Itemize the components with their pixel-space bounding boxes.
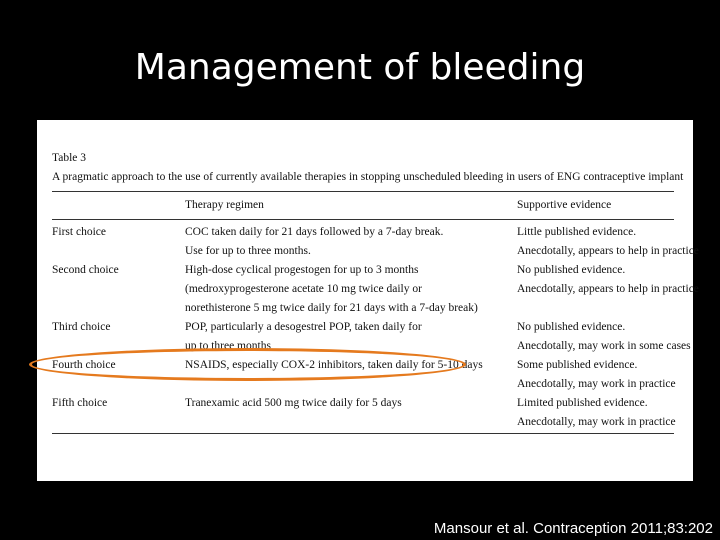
header-therapy-regimen: Therapy regimen xyxy=(185,199,264,211)
slide-title: Management of bleeding xyxy=(134,47,586,88)
table-cell-regimen: (medroxyprogesterone acetate 10 mg twice daily or xyxy=(185,283,422,295)
table-cell-evidence: Anecdotally, may work in practice xyxy=(517,378,676,390)
table-cell-evidence: Limited published evidence. xyxy=(517,397,648,409)
table-cell-evidence: Little published evidence. xyxy=(517,226,637,238)
table-cell-regimen: COC taken daily for 21 days followed by a 7-day break. xyxy=(185,226,444,238)
table-cell-evidence: No published evidence. xyxy=(517,321,626,333)
fourth-choice-highlight-ellipse xyxy=(29,348,466,381)
table-cell-choice: Third choice xyxy=(52,321,111,333)
table-cell-choice: Second choice xyxy=(52,264,119,276)
table-cell-evidence: Anecdotally, appears to help in practice xyxy=(517,283,699,295)
table-cell-evidence: Anecdotally, may work in some cases xyxy=(517,340,691,352)
table-cell-regimen: Tranexamic acid 500 mg twice daily for 5 days xyxy=(185,397,402,409)
table-cell-choice: Fourth choice xyxy=(52,359,116,371)
citation: Mansour et al. Contraception 2011;83:202 xyxy=(433,520,713,537)
header-supportive-evidence: Supportive evidence xyxy=(517,199,612,211)
table-cell-regimen: High-dose cyclical progestogen for up to 3 months xyxy=(185,264,419,276)
table-image xyxy=(37,120,699,481)
table-cell-regimen: NSAIDS, especially COX-2 inhibitors, taken daily for 5-10 days xyxy=(185,359,483,371)
table-cell-evidence: Some published evidence. xyxy=(517,359,638,371)
table-cell-regimen: Use for up to three months. xyxy=(185,245,311,257)
table-cell-regimen: norethisterone 5 mg twice daily for 21 days with a 7-day break) xyxy=(185,302,478,314)
table-caption: A pragmatic approach to the use of currently available therapies in stopping unscheduled bleeding in users of ENG contraceptive implant xyxy=(52,171,684,183)
table-cell-regimen: up to three months xyxy=(185,340,271,352)
table-cell-evidence: No published evidence. xyxy=(517,264,626,276)
table-cell-choice: First choice xyxy=(52,226,106,238)
table-cell-regimen: POP, particularly a desogestrel POP, taken daily for xyxy=(185,321,422,333)
table-header-rule xyxy=(52,219,674,220)
table-cell-choice: Fifth choice xyxy=(52,397,108,409)
table-bottom-rule xyxy=(52,433,674,434)
table-cell-evidence: Anecdotally, may work in practice xyxy=(517,416,676,428)
table-cell-evidence: Anecdotally, appears to help in practice xyxy=(517,245,699,257)
table-label: Table 3 xyxy=(52,152,87,164)
table-top-rule xyxy=(52,191,674,192)
